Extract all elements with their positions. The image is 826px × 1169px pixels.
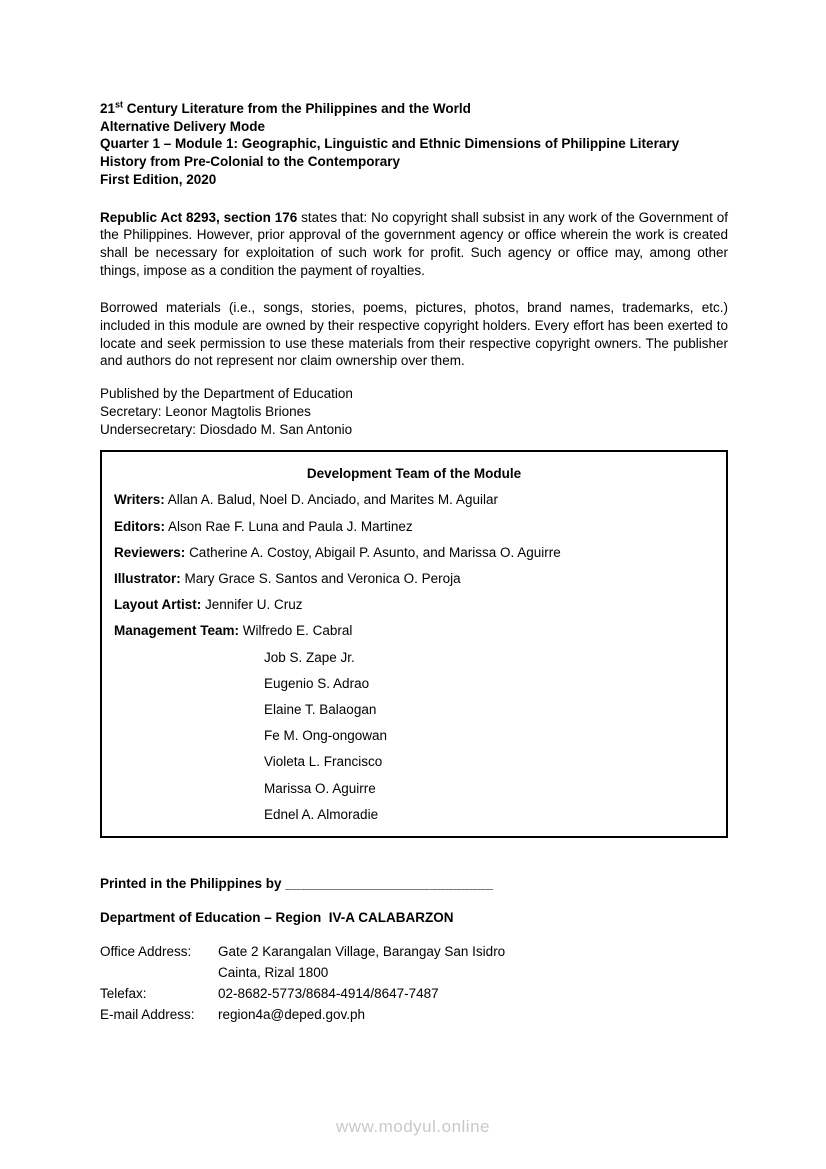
office-address-value: Gate 2 Karangalan Village, Barangay San Isidro bbox=[218, 944, 506, 959]
writers-value: Allan A. Balud, Noel D. Anciado, and Marites M. Aguilar bbox=[167, 492, 498, 508]
module-title-rest: Century Literature from the Philippines and the World bbox=[123, 101, 471, 116]
illustrator-label: Illustrator: bbox=[114, 571, 181, 587]
management-member: Violeta L. Francisco bbox=[264, 754, 383, 770]
quarter-module-line: Quarter 1 – Module 1: Geographic, Linguistic and Ethnic Dimensions of Philippine Literary History from Pre-Colonial to the Contemporary bbox=[100, 136, 680, 170]
layout-artist-value: Jennifer U. Cruz bbox=[205, 597, 303, 613]
email-value: region4a@deped.gov.ph bbox=[218, 1007, 366, 1022]
printed-in-line bbox=[100, 875, 728, 893]
email-label: E-mail Address: bbox=[100, 1007, 195, 1022]
reviewers-value: Catherine A. Costoy, Abigail P. Asunto, and Marissa O. Aguirre bbox=[189, 544, 561, 560]
edition-line: First Edition, 2020 bbox=[100, 171, 217, 187]
management-team-label: Management Team: bbox=[114, 623, 240, 639]
layout-artist-label: Layout Artist: bbox=[114, 597, 202, 613]
printer-blank-line: __________________________ bbox=[285, 875, 494, 891]
management-member: Job S. Zape Jr. bbox=[264, 649, 355, 665]
page-content bbox=[100, 100, 728, 1025]
module-title-ordinal: st bbox=[115, 99, 124, 110]
management-member: Fe M. Ong-ongowan bbox=[264, 728, 388, 744]
secretary-line: Secretary: Leonor Magtolis Briones bbox=[100, 403, 311, 419]
contact-row-office-address bbox=[100, 941, 728, 962]
module-header bbox=[100, 100, 728, 189]
team-row-illustrator bbox=[114, 570, 714, 588]
contact-row-telefax bbox=[100, 983, 728, 1004]
team-row-writers bbox=[114, 491, 714, 509]
editors-value: Alson Rae F. Luna and Paula J. Martinez bbox=[168, 518, 413, 534]
management-team-head: Wilfredo E. Cabral bbox=[242, 623, 353, 639]
team-row-layout-artist bbox=[114, 596, 714, 614]
editors-label: Editors: bbox=[114, 518, 166, 534]
writers-label: Writers: bbox=[114, 492, 165, 508]
reviewers-label: Reviewers: bbox=[114, 544, 186, 560]
illustrator-value: Mary Grace S. Santos and Veronica O. Peroja bbox=[184, 571, 461, 587]
module-title-number: 21 bbox=[100, 101, 116, 116]
management-member: Ednel A. Almoradie bbox=[264, 806, 379, 822]
team-row-management bbox=[114, 622, 714, 640]
contact-row-email bbox=[100, 1004, 728, 1025]
office-address-label: Office Address: bbox=[100, 944, 192, 959]
republic-act-ref: Republic Act 8293, section 176 bbox=[100, 209, 298, 225]
contact-row-office-address-2 bbox=[100, 962, 728, 983]
development-team-title: Development Team of the Module bbox=[306, 466, 522, 482]
team-row-reviewers bbox=[114, 544, 714, 562]
office-address-label-spacer bbox=[100, 962, 218, 983]
published-by-line: Published by the Department of Education bbox=[100, 386, 353, 402]
printed-in-label: Printed in the Philippines by bbox=[100, 875, 282, 891]
development-team-box bbox=[100, 450, 728, 837]
undersecretary-line: Undersecretary: Diosdado M. San Antonio bbox=[100, 421, 353, 437]
management-member: Elaine T. Balaogan bbox=[264, 702, 377, 718]
site-watermark: www.modyul.online bbox=[335, 1117, 490, 1136]
publisher-block bbox=[100, 385, 728, 438]
copyright-notice bbox=[100, 209, 728, 280]
office-address-value-2: Cainta, Rizal 1800 bbox=[218, 965, 329, 980]
copyright-notice-body: states that: No copyright shall subsist in any work of the Government of the Philippines. However, prior approval of the government agency or office wherein the work is created shall be necessary for exploitation of such work for profit. Such agency or office may, among other things, impose as a condition the payment of royalties. bbox=[100, 209, 728, 278]
management-member: Eugenio S. Adrao bbox=[264, 675, 370, 691]
module-title bbox=[100, 100, 728, 118]
delivery-mode-line: Alternative Delivery Mode bbox=[100, 118, 266, 134]
contact-info bbox=[100, 941, 728, 1025]
department-region-line: Department of Education – Region IV-A CALABARZON bbox=[100, 910, 454, 926]
telefax-value: 02-8682-5773/8684-4914/8647-7487 bbox=[218, 986, 439, 1001]
borrowed-materials-notice: Borrowed materials (i.e., songs, stories, poems, pictures, photos, brand names, trademarks, etc.) included in this module are owned by their respective copyright holders. Every effort has been exerted to locate and seek permission to use these materials from their respective copyright owners. The publisher and authors do not represent nor claim ownership over them. bbox=[100, 300, 728, 369]
management-member: Marissa O. Aguirre bbox=[264, 780, 376, 796]
team-row-editors bbox=[114, 518, 714, 536]
telefax-label: Telefax: bbox=[100, 986, 147, 1001]
